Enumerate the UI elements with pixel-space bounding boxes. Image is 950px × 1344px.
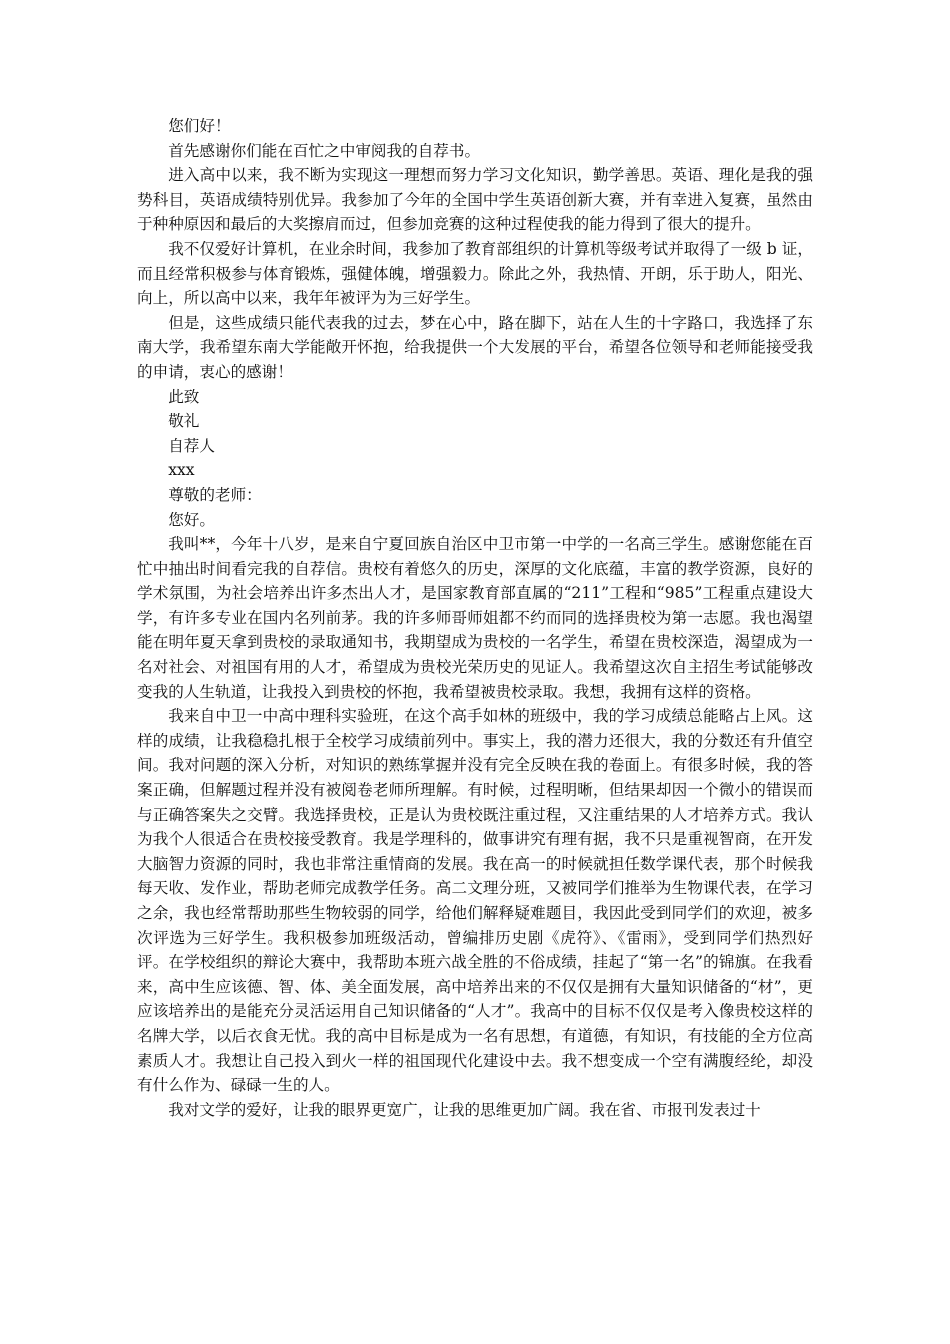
paragraph-hello: 您好。 bbox=[168, 510, 215, 529]
paragraph-english: 进入高中以来，我不断为实现这一理想而努力学习文化知识，勤学善思。英语、理化是我的强势科目，英语成绩特别优异。我参加了今年的全国中学生英语创新大赛，并有幸进入复赛，虽然由于种种原因和最后的大奖擦肩而过，但参加竞赛的这种过程使我的能力得到了很大的提升。 bbox=[137, 166, 813, 234]
paragraph-literature: 我对文学的爱好，让我的眼界更宽广，让我的思维更加广阔。我在省、市报刊发表过十 bbox=[168, 1100, 761, 1119]
signature-name: xxx bbox=[168, 461, 195, 480]
salutation: 尊敬的老师： bbox=[168, 485, 262, 504]
paragraph-thanks: 首先感谢你们能在百忙之中审阅我的自荐书。 bbox=[168, 141, 481, 160]
paragraph-study: 我来自中卫一中高中理科实验班，在这个高手如林的班级中，我的学习成绩总能略占上风。这样的成绩，让我稳稳扎根于全校学习成绩前列中。事实上，我的潜力还很大，我的分数还有升值空间。我对问题的深入分析，对知识的熟练掌握并没有完全反映在我的卷面上。有很多时候，我的答案正确，但解题过程并没有被阅卷老师所理解。有时候，过程明晰，但结果却因一个微小的错误而与正确答案失之交臂。我选择贵校，正是认为贵校既注重过程，又注重结果的人才培养方式。我认为我个人很适合在贵校接受教育。我是学理科的，做事讲究有理有据，我不只是重视智商，在开发大脑智力资源的同时，我也非常注重情商的发展。我在高一的时候就担任数学课代表，那个时候我每天收、发作业，帮助老师完成教学任务。高二文理分班，又被同学们推举为生物课代表，在学习之余，我也经常帮助那些生物较弱的同学，给他们解释疑难题目，我因此受到同学们的欢迎，被多次评选为三好学生。我积极参加班级活动，曾编排历史剧《虎符》、《雷雨》，受到同学们热烈好评。在学校组织的辩论大赛中，我帮助本班六战全胜的不俗成绩，挂起了“第一名”的锦旗。在我看来，高中生应该德、智、体、美全面发展，高中培养出来的不仅仅是拥有大量知识储备的“材”，更应该培养出的是能充分灵活运用自己知识储备的“人才”。我高中的目标不仅仅是考入像贵校这样的名牌大学，以后衣食无忧。我的高中目标是成为一名有思想，有道德，有知识，有技能的全方位高素质人才。我想让自己投入到火一样的祖国现代化建设中去。我不想变成一个空有满腹经纶，却没有什么作为、碌碌一生的人。 bbox=[137, 707, 813, 1095]
paragraph-intro: 我叫**，今年十八岁，是来自宁夏回族自治区中卫市第一中学的一名高三学生。感谢您能在百忙中抽出时间看完我的自荐信。贵校有着悠久的历史，深厚的文化底蕴，丰富的教学资源，良好的学术氛围，为社会培养出许多杰出人才，是国家教育部直属的“211”工程和“985”工程重点建设大学，有许多专业在国内名列前茅。我的许多师哥师姐都不约而同的选择贵校为第一志愿。我也渴望能在明年夏天拿到贵校的录取通知书，我期望成为贵校的一名学生，希望在贵校深造，渴望成为一名对社会、对祖国有用的人才，希望成为贵校光荣历史的见证人。我希望这次自主招生考试能够改变我的人生轨道，让我投入到贵校的怀抱，我希望被贵校录取。我想，我拥有这样的资格。 bbox=[137, 535, 813, 701]
signature-label: 自荐人 bbox=[168, 436, 215, 455]
paragraph-greeting: 您们好！ bbox=[168, 117, 231, 135]
paragraph-choice: 但是，这些成绩只能代表我的过去，梦在心中，路在脚下，站在人生的十字路口，我选择了东南大学，我希望东南大学能敞开怀抱，给我提供一个大发展的平台，希望各位领导和老师能接受我的申请，衷心的感谢！ bbox=[137, 313, 813, 381]
closing-jingli: 敬礼 bbox=[168, 412, 200, 431]
closing-zhizhi: 此致 bbox=[168, 387, 200, 406]
paragraph-computer: 我不仅爱好计算机，在业余时间，我参加了教育部组织的计算机等级考试并取得了一级 b 证，而且经常积极参与体育锻炼，强健体魄，增强毅力。除此之外，我热情、开朗，乐于助人，阳光、向上，所以高中以来，我年年被评为为三好学生。 bbox=[137, 239, 813, 308]
letter-body bbox=[137, 114, 813, 1122]
